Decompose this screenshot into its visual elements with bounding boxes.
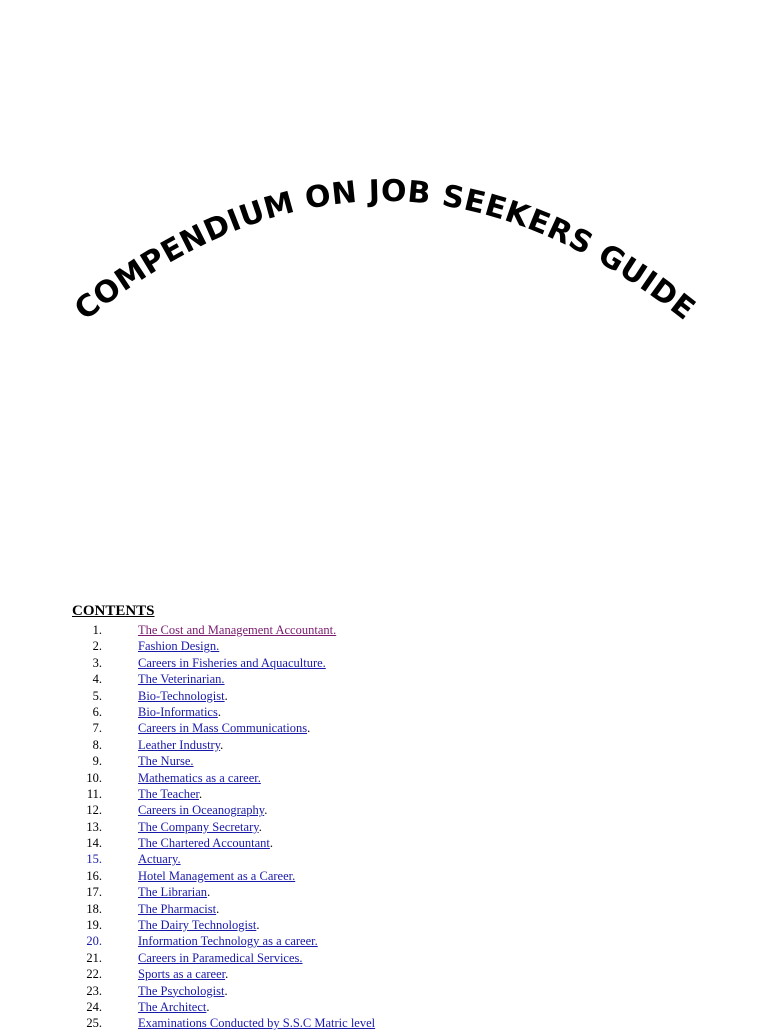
toc-item: [0, 622, 768, 638]
toc-item-entry: [138, 786, 202, 802]
toc-item: [0, 655, 768, 671]
toc-item-entry: [138, 720, 310, 736]
toc-item-suffix: .: [207, 885, 211, 900]
toc-item-entry: [138, 770, 261, 786]
toc-item-link[interactable]: Hotel Management as a Career.: [138, 868, 296, 883]
toc-item-number: 25.: [86, 1016, 102, 1031]
toc-item: [0, 999, 768, 1015]
contents-heading: CONTENTS: [72, 603, 155, 619]
toc-item-link[interactable]: The Cost and Management Accountant.: [138, 623, 337, 637]
toc-item-entry: [138, 966, 228, 982]
toc-item-link[interactable]: Careers in Paramedical Services.: [138, 950, 303, 965]
toc-item-suffix: .: [216, 901, 220, 916]
toc-item: [0, 638, 768, 654]
toc-item-entry: [138, 884, 210, 900]
toc-item-number: 10.: [86, 770, 102, 785]
contents-list: [0, 622, 768, 1032]
toc-item-entry: [138, 802, 267, 818]
toc-item-link[interactable]: The Architect: [138, 999, 207, 1014]
toc-item-entry: [138, 983, 228, 999]
toc-item-link[interactable]: The Veterinarian.: [138, 672, 225, 687]
toc-item-number: 2.: [92, 639, 102, 654]
toc-item: [0, 884, 768, 900]
toc-item-number: 14.: [86, 836, 102, 851]
toc-item-link[interactable]: Bio-Informatics: [138, 704, 218, 719]
toc-item-entry: [138, 622, 336, 638]
toc-item-number: 5.: [92, 688, 102, 703]
toc-item: [0, 835, 768, 851]
toc-item-link[interactable]: The Pharmacist: [138, 901, 217, 916]
toc-item-number: 11.: [86, 786, 102, 801]
toc-item: [0, 950, 768, 966]
toc-item-link[interactable]: Mathematics as a career.: [138, 770, 261, 785]
toc-item-link[interactable]: Fashion Design.: [138, 639, 220, 654]
toc-item-number: 23.: [86, 983, 102, 998]
toc-item-link[interactable]: The Company Secretary: [138, 819, 259, 834]
toc-item: [0, 671, 768, 687]
toc-item-number: 19.: [86, 918, 102, 933]
toc-item-link[interactable]: Leather Industry: [138, 737, 221, 752]
toc-item-suffix: .: [199, 786, 203, 801]
toc-item-link[interactable]: The Librarian: [138, 885, 208, 900]
toc-item: [0, 737, 768, 753]
toc-item-number: 4.: [92, 672, 102, 687]
toc-item-link[interactable]: Information Technology as a career.: [138, 934, 318, 949]
toc-item-entry: [138, 999, 210, 1015]
toc-item-suffix: .: [258, 819, 262, 834]
toc-item-entry: [138, 671, 225, 687]
toc-item-link[interactable]: Bio-Technologist: [138, 688, 225, 703]
toc-item: [0, 966, 768, 982]
toc-item: [0, 770, 768, 786]
toc-item-suffix: .: [206, 999, 210, 1014]
toc-item-link[interactable]: The Dairy Technologist: [138, 918, 257, 933]
toc-item-entry: [138, 1015, 375, 1031]
toc-item-entry: [138, 901, 219, 917]
toc-item-suffix: .: [307, 721, 311, 736]
toc-item-number: 15.: [86, 852, 102, 867]
toc-item-number: 12.: [86, 803, 102, 818]
cover-title: [0, 0, 768, 420]
toc-item-suffix: .: [224, 983, 228, 998]
toc-item-entry: [138, 819, 262, 835]
toc-item-entry: [138, 655, 326, 671]
toc-item-link[interactable]: Careers in Fisheries and Aquaculture.: [138, 655, 326, 670]
toc-item-link[interactable]: Careers in Mass Communications: [138, 721, 308, 736]
toc-item-entry: [138, 950, 303, 966]
toc-item-suffix: .: [256, 918, 260, 933]
toc-item-suffix: .: [264, 803, 268, 818]
toc-item-entry: [138, 704, 221, 720]
toc-item-entry: [138, 638, 219, 654]
toc-item: [0, 851, 768, 867]
toc-item-number: 8.: [92, 737, 102, 752]
toc-item-suffix: .: [225, 967, 229, 982]
toc-item-link[interactable]: The Nurse.: [138, 754, 194, 769]
toc-item-number: 18.: [86, 901, 102, 916]
toc-item-number: 1.: [92, 623, 102, 637]
toc-item: [0, 786, 768, 802]
toc-item-entry: [138, 753, 194, 769]
toc-item: [0, 819, 768, 835]
toc-item-number: 3.: [92, 655, 102, 670]
toc-item-link[interactable]: Sports as a career: [138, 967, 226, 982]
toc-item-entry: [138, 737, 223, 753]
toc-item: [0, 753, 768, 769]
toc-item-link[interactable]: Careers in Oceanography: [138, 803, 265, 818]
toc-item: [0, 802, 768, 818]
toc-item: [0, 704, 768, 720]
toc-item-link[interactable]: Actuary.: [138, 852, 181, 867]
toc-item: [0, 983, 768, 999]
toc-item-number: 16.: [86, 868, 102, 883]
toc-item-number: 21.: [86, 950, 102, 965]
toc-item-link[interactable]: Examinations Conducted by S.S.C Matric level: [138, 1016, 376, 1031]
toc-item-entry: [138, 835, 273, 851]
cover-title-text: COMPENDIUM ON JOB SEEKERS GUIDE: [68, 173, 702, 328]
toc-item: [0, 720, 768, 736]
toc-item: [0, 933, 768, 949]
toc-item-suffix: .: [217, 704, 221, 719]
toc-item-number: 9.: [92, 754, 102, 769]
toc-item-number: 22.: [86, 967, 102, 982]
toc-item: [0, 688, 768, 704]
toc-item-suffix: .: [269, 836, 274, 851]
toc-item-number: 7.: [92, 721, 102, 736]
toc-item-entry: [138, 917, 259, 933]
toc-item-number: 13.: [86, 819, 102, 834]
toc-item: [0, 868, 768, 884]
toc-item-link[interactable]: The Psychologist: [138, 983, 225, 998]
toc-item-link[interactable]: The Chartered Accountant: [138, 836, 270, 851]
toc-item-link[interactable]: The Teacher: [138, 786, 200, 801]
toc-item-number: 6.: [92, 704, 102, 719]
toc-item: [0, 901, 768, 917]
toc-item: [0, 917, 768, 933]
toc-item-entry: [138, 933, 318, 949]
toc-item-entry: [138, 688, 228, 704]
toc-item-number: 24.: [86, 999, 102, 1014]
toc-item-entry: [138, 851, 181, 867]
toc-item-suffix: .: [224, 688, 228, 703]
toc-item-suffix: .: [220, 737, 224, 752]
toc-item-number: 17.: [86, 885, 102, 900]
toc-item-number: 20.: [86, 934, 102, 949]
toc-item-entry: [138, 868, 295, 884]
